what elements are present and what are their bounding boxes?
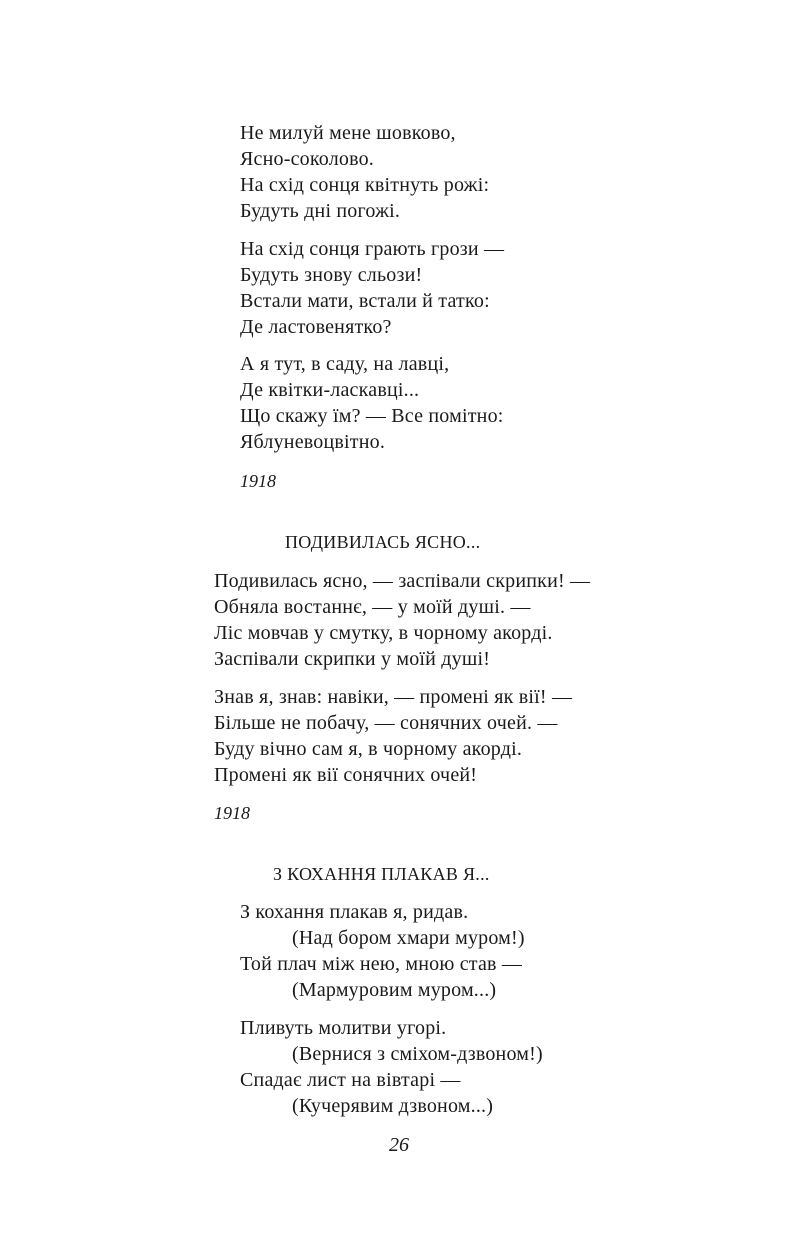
poem-line: (Вернися з сміхом-дзвоном!) bbox=[292, 1043, 543, 1065]
poem-line: Де ластовенятко? bbox=[240, 316, 392, 338]
poem-date: 1918 bbox=[214, 803, 250, 823]
poem-title: З КОХАННЯ ПЛАКАВ Я... bbox=[273, 864, 490, 884]
poem-line: Що скажу їм? — Все помітно: bbox=[240, 405, 504, 427]
poem-line: З кохання плакав я, ридав. bbox=[240, 901, 469, 923]
poem-line: На схід сонця грають грози — bbox=[240, 238, 505, 260]
poem-line: Заспівали скрипки у моїй душі! bbox=[214, 648, 491, 670]
poem-line: Промені як вії сонячних очей! bbox=[214, 764, 478, 786]
poem-line: Встали мати, встали й татко: bbox=[240, 290, 490, 312]
poem-line: (Над бором хмари муром!) bbox=[292, 927, 525, 949]
poem-title: ПОДИВИЛАСЬ ЯСНО... bbox=[285, 532, 481, 552]
page-number: 26 bbox=[389, 1134, 409, 1156]
poem-line: Ясно-соколово. bbox=[240, 148, 374, 170]
poem-line: Більше не побачу, — сонячних очей. — bbox=[214, 712, 558, 734]
poem-line: Обняла востаннє, — у моїй душі. — bbox=[214, 596, 531, 618]
poem-line: Знав я, знав: навіки, — промені як вії! — bbox=[214, 686, 573, 708]
poem-line: Яблуневоцвітно. bbox=[240, 431, 386, 453]
poem-line: Не милуй мене шовково, bbox=[240, 122, 456, 144]
poem-line: (Мармуровим муром...) bbox=[292, 979, 497, 1001]
poem-line: Подивилась ясно, — заспівали скрипки! — bbox=[214, 570, 591, 592]
poem-line: Ліс мовчав у смутку, в чорному акорді. bbox=[214, 622, 553, 644]
poem-line: Де квітки-ласкавці... bbox=[240, 379, 420, 401]
poem-line: Спадає лист на вівтарі — bbox=[240, 1069, 461, 1091]
poem-line: Будуть знову сльози! bbox=[240, 264, 423, 286]
poem-line: Той плач між нею, мною став — bbox=[240, 953, 523, 975]
poem-date: 1918 bbox=[240, 471, 276, 491]
poem-line: На схід сонця квітнуть рожі: bbox=[240, 174, 490, 196]
poem-line: Пливуть молитви угорі. bbox=[240, 1017, 447, 1039]
poem-line: (Кучерявим дзвоном...) bbox=[292, 1095, 494, 1117]
poem-line: Буду вічно сам я, в чорному акорді. bbox=[214, 738, 523, 760]
poem-line: А я тут, в саду, на лавці, bbox=[240, 353, 450, 375]
poem-line: Будуть дні погожі. bbox=[240, 200, 401, 222]
